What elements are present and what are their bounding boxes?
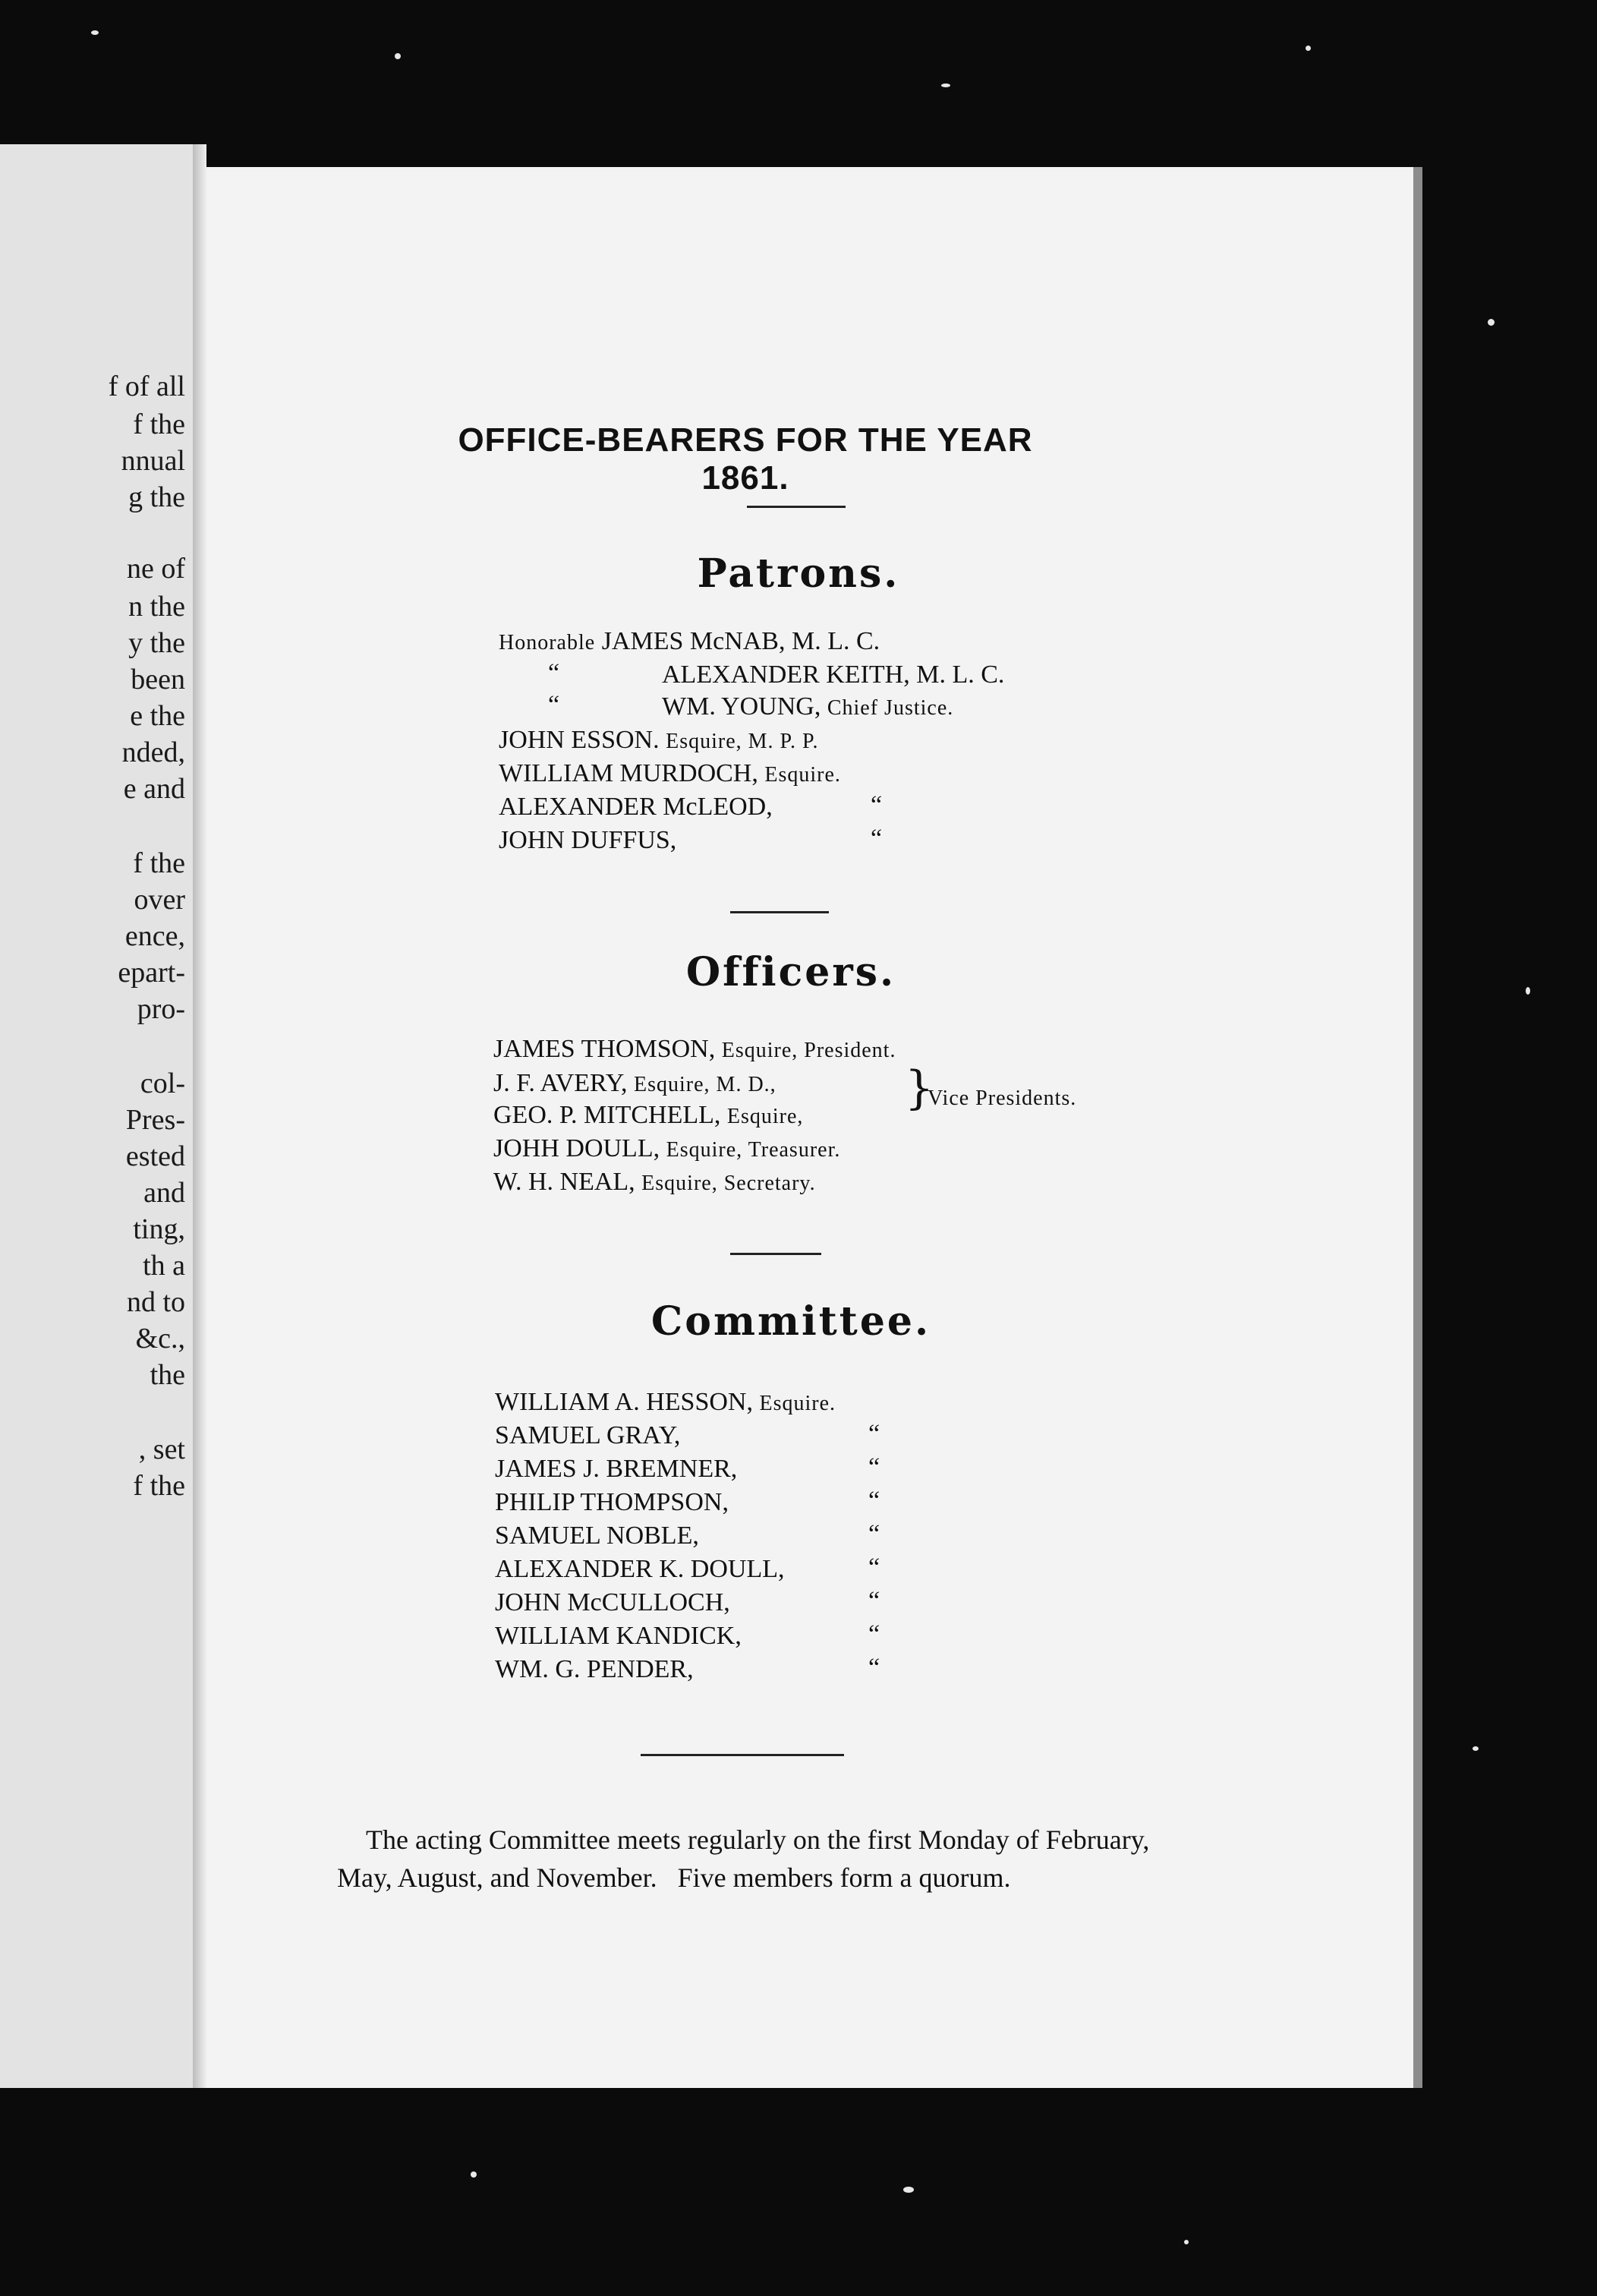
committee-member: SAMUEL GRAY, [495,1421,681,1449]
dust-speck [1526,987,1530,995]
committee-member: WM. G. PENDER, [495,1655,694,1683]
committee-member: PHILIP THOMPSON, [495,1488,729,1516]
left-page-line: g the [128,481,185,513]
divider [730,911,829,913]
vice-presidents-label: Vice Presidents. [928,1086,1077,1110]
left-page-line: epart- [118,957,185,989]
patrons-heading: Patrons. [697,550,900,597]
ditto-mark: “ [871,791,883,819]
left-page-line: and [143,1177,185,1209]
ditto-mark: “ [868,1520,880,1548]
left-page-line: y the [128,627,185,659]
left-page-line: ting, [133,1213,185,1245]
left-page-line: f of all [108,371,185,402]
officer-name: GEO. P. MITCHELL, [493,1101,721,1129]
left-page-line: been [131,664,185,695]
left-page-line: n the [128,591,185,623]
page-title: OFFICE-BEARERS FOR THE YEAR 1861. [458,421,1033,497]
left-page-line: pro- [137,993,185,1025]
left-page-line: nded, [121,736,185,768]
committee-member: JAMES J. BREMNER, [495,1455,738,1483]
officer-name: J. F. AVERY, [493,1069,628,1097]
dust-speck [941,84,950,87]
committee-heading: Committee. [650,1298,931,1345]
page-edge [1413,167,1422,2088]
left-page-line: Pres- [125,1104,185,1136]
officer-name: JAMES THOMSON, [493,1035,716,1063]
committee-member: WILLIAM A. HESSON, Esquire. [495,1388,836,1416]
patron-name: WILLIAM MURDOCH, [499,759,758,787]
patron-entry [499,828,676,853]
patron-title: Esquire, M. P. P. [666,730,819,753]
officer-entry [493,1036,896,1062]
left-page-line: f the [133,1470,185,1502]
right-page [206,167,1419,2088]
dust-speck [1473,1746,1479,1751]
officer-name: JOHH DOULL, [493,1134,660,1162]
ditto-mark: “ [871,825,883,853]
dust-speck [1306,46,1311,51]
book-gutter [193,144,206,2088]
left-page-line: ence, [124,920,185,952]
dust-speck [91,30,99,35]
honorable-prefix: Honorable [499,631,596,654]
dust-speck [1184,2240,1189,2244]
officer-entry [493,1071,776,1096]
left-page-line: e and [123,773,185,805]
officers-heading: Officers. [685,949,896,995]
committee-title: Esquire. [759,1392,836,1415]
patron-title: Chief Justice. [827,696,954,720]
left-page-line: e the [130,700,185,732]
committee-member: WILLIAM KANDICK, [495,1622,742,1650]
left-page-line: , set [138,1433,185,1465]
patron-name: JOHN ESSON. [499,726,660,754]
patron-entry [662,662,1004,688]
left-page-line: th a [143,1250,185,1282]
dust-speck [1488,319,1495,326]
dust-speck [471,2171,477,2178]
officer-title: Esquire, President. [721,1039,896,1062]
committee-member: SAMUEL NOBLE, [495,1522,699,1550]
officer-title: Esquire, [726,1105,804,1128]
divider [747,506,846,508]
committee-member: ALEXANDER K. DOULL, [495,1555,785,1583]
brace: } [905,1061,934,1115]
officer-entry [493,1169,816,1195]
dust-speck [395,53,401,59]
left-page-line: the [150,1359,185,1391]
officer-title: Esquire, Secretary. [641,1172,816,1195]
left-page-line: f the [133,847,185,879]
ditto-mark: “ [868,1620,880,1648]
officer-name: W. H. NEAL, [493,1168,635,1196]
patron-name: JOHN DUFFUS, [499,826,677,854]
footnote-line: May, August, and November. Five members form a quorum. [337,1862,1011,1893]
left-page-line: col- [140,1068,185,1099]
patron-name: WM. YOUNG, [662,692,821,721]
patron-entry [499,629,880,654]
officer-title: Esquire, Treasurer. [666,1138,841,1162]
patron-title: Esquire. [764,763,841,787]
ditto-mark: “ [868,1453,880,1481]
patron-entry [662,694,953,720]
patron-name: ALEXANDER KEITH, M. L. C. [662,661,1005,689]
committee-member: JOHN McCULLOCH, [495,1588,730,1616]
divider [730,1253,821,1255]
left-page-line: ne of [126,553,185,585]
patron-name: ALEXANDER McLEOD, [499,793,773,821]
patron-name: JAMES McNAB, M. L. C. [601,627,880,655]
footnote [337,1821,1400,1897]
officer-title: Esquire, M. D., [634,1073,776,1096]
ditto-mark: “ [868,1654,880,1682]
ditto-mark: “ [868,1553,880,1582]
left-page-line: f the [133,408,185,440]
patron-entry [499,761,841,787]
officer-entry [493,1102,803,1128]
ditto-mark: “ [868,1420,880,1448]
ditto-mark: “ [868,1587,880,1615]
officer-entry [493,1136,840,1162]
footnote-line: The acting Committee meets regularly on the first Monday of February, [366,1824,1150,1855]
ditto-mark: “ [548,659,560,687]
left-page-line: ested [125,1140,185,1172]
left-page-line: over [134,884,185,916]
patron-entry [499,727,818,753]
left-page-line: nnual [121,445,185,477]
left-facing-page [0,144,197,2088]
left-page-line: &c., [135,1323,185,1355]
dust-speck [903,2187,914,2193]
ditto-mark: “ [548,691,560,719]
ditto-mark: “ [868,1487,880,1515]
patron-entry [499,794,773,820]
divider [641,1754,844,1756]
left-page-line: nd to [126,1286,185,1318]
